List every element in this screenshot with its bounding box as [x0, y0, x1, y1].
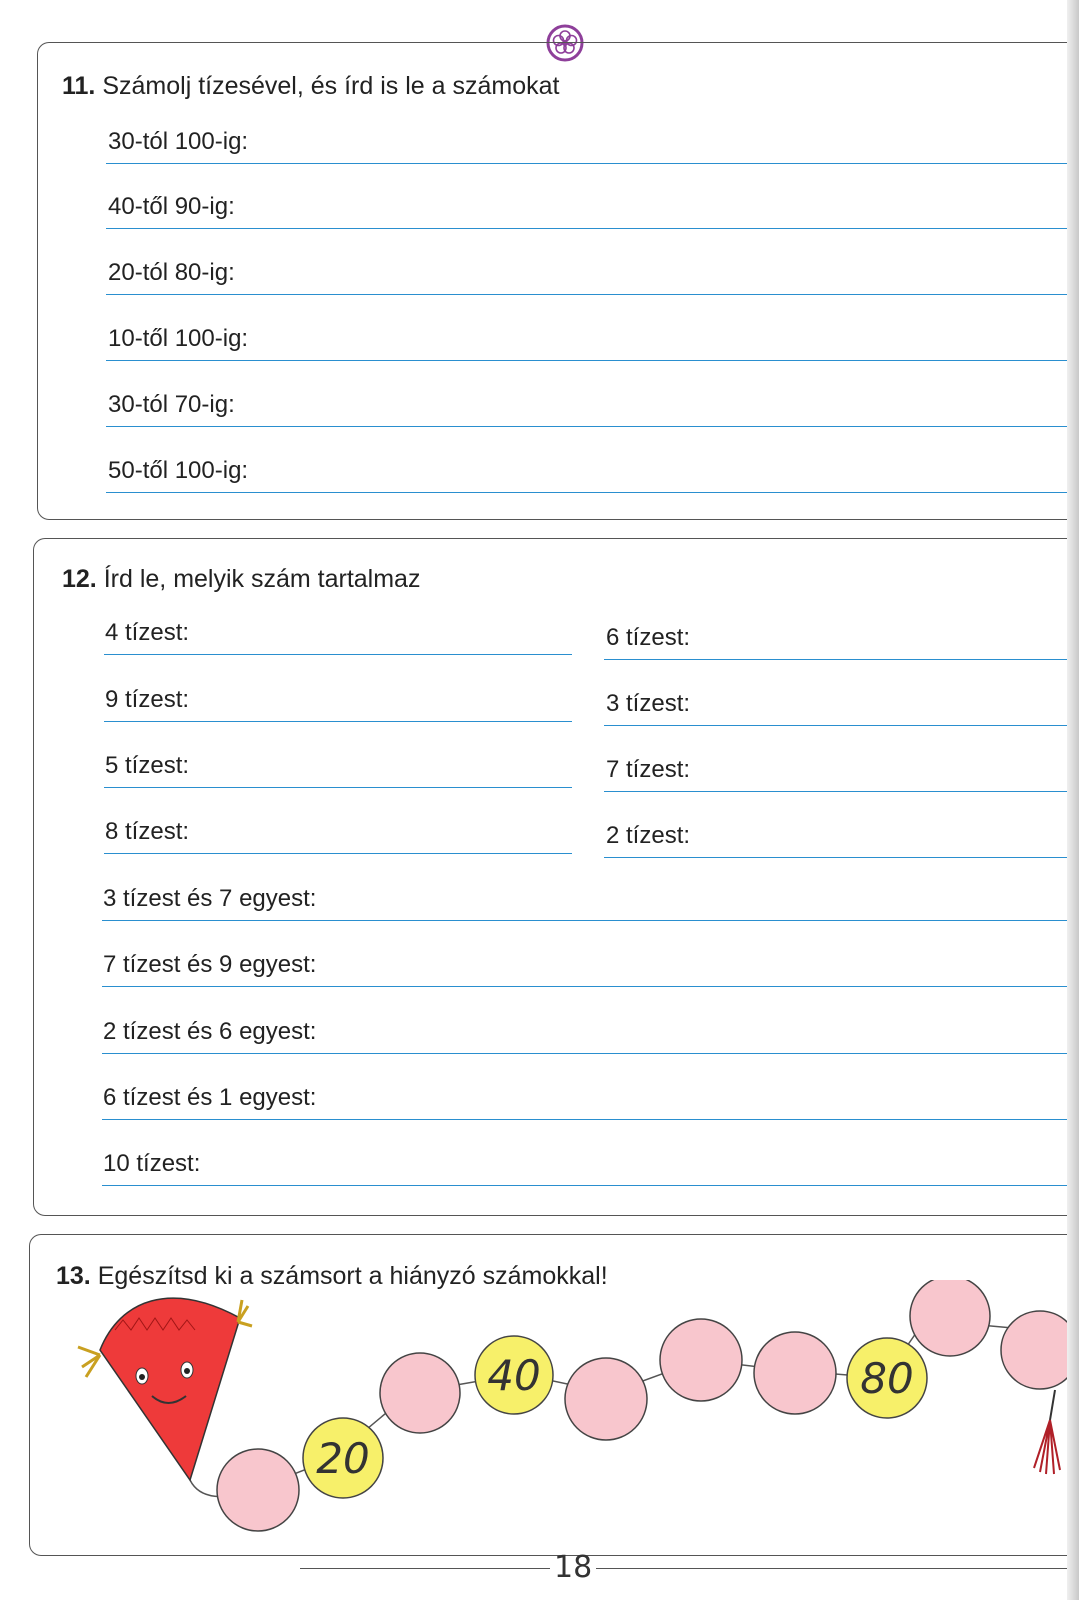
bead-3-value: 40 [487, 1351, 541, 1400]
ex12-left-answer-line[interactable] [104, 853, 572, 854]
ex11-item-label: 20-tól 80-ig: [108, 259, 235, 286]
ex12-full-answer-line[interactable] [102, 1053, 1079, 1054]
ex12-left-label: 8 tízest: [105, 818, 190, 845]
exercise-13-number: 13. [56, 1262, 91, 1290]
ex12-left-label: 5 tízest: [105, 752, 190, 779]
ex11-answer-line[interactable] [106, 426, 1079, 427]
ex11-item-label: 50-től 100-ig: [108, 457, 249, 484]
exercise-11-title [62, 72, 559, 101]
ex11-item-label: 10-től 100-ig: [108, 325, 249, 352]
exercise-12-box [33, 538, 1079, 1216]
bead-4[interactable] [565, 1358, 647, 1440]
page-number: 18 [554, 1550, 593, 1585]
ex11-answer-line[interactable] [106, 228, 1079, 229]
ex12-left-answer-line[interactable] [104, 654, 572, 655]
ex12-left-answer-line[interactable] [104, 721, 572, 722]
ex12-full-answer-line[interactable] [102, 920, 1079, 921]
bead-1-value: 20 [316, 1434, 370, 1483]
ex12-full-label: 7 tízest és 9 egyest: [103, 951, 317, 978]
bead-1 [303, 1418, 383, 1498]
kite-bead-chain [0, 1280, 1079, 1550]
bead-5[interactable] [660, 1319, 742, 1401]
exercise-13-instruction: Egészítsd ki a számsort a hiányzó számokkal! [97, 1262, 608, 1290]
exercise-12-number: 12. [62, 565, 97, 593]
bead-7 [847, 1338, 927, 1418]
bead-0[interactable] [217, 1449, 299, 1531]
ex12-right-answer-line[interactable] [604, 857, 1079, 858]
ex12-left-label: 4 tízest: [105, 619, 190, 646]
exercise-12-instruction: Írd le, melyik szám tartalmaz [103, 565, 421, 593]
ex11-answer-line[interactable] [106, 492, 1079, 493]
bead-3 [475, 1336, 553, 1414]
exercise-11-number: 11. [62, 72, 96, 100]
ex11-answer-line[interactable] [106, 294, 1079, 295]
ex11-answer-line[interactable] [106, 360, 1079, 361]
ex12-right-label: 7 tízest: [606, 756, 691, 783]
ex12-full-label: 10 tízest: [103, 1150, 201, 1177]
bead-2[interactable] [380, 1353, 460, 1433]
ex11-item-label: 30-tól 100-ig: [108, 128, 249, 155]
ex12-full-label: 2 tízest és 6 egyest: [103, 1018, 317, 1045]
ex12-right-label: 3 tízest: [606, 690, 691, 717]
kite-face-icon [78, 1298, 252, 1480]
ex12-full-answer-line[interactable] [102, 1119, 1079, 1120]
ex11-item-label: 30-tól 70-ig: [108, 391, 235, 418]
ex11-answer-line[interactable] [106, 163, 1079, 164]
bead-7-value: 80 [860, 1354, 914, 1403]
ex12-full-answer-line[interactable] [102, 1185, 1079, 1186]
ex12-right-label: 2 tízest: [606, 822, 691, 849]
footer-rule-left [300, 1568, 550, 1569]
ex12-full-label: 6 tízest és 1 egyest: [103, 1084, 317, 1111]
ex12-left-label: 9 tízest: [105, 686, 190, 713]
ex12-right-label: 6 tízest: [606, 624, 691, 651]
ex12-right-answer-line[interactable] [604, 659, 1079, 660]
exercise-11-instruction: Számolj tízesével, és írd is le a számokat [102, 72, 560, 100]
bead-8[interactable] [910, 1280, 990, 1356]
footer-rule-right [596, 1568, 1079, 1569]
ex12-full-answer-line[interactable] [102, 986, 1079, 987]
ex12-left-answer-line[interactable] [104, 787, 572, 788]
tail-tassel-icon [1034, 1390, 1060, 1474]
page-edge-shadow [1067, 0, 1079, 1600]
ex12-right-answer-line[interactable] [604, 791, 1079, 792]
ex11-item-label: 40-től 90-ig: [108, 193, 235, 220]
ex12-full-label: 3 tízest és 7 egyest: [103, 885, 317, 912]
bead-6[interactable] [754, 1332, 836, 1414]
ex12-right-answer-line[interactable] [604, 725, 1079, 726]
exercise-12-title [62, 565, 420, 594]
